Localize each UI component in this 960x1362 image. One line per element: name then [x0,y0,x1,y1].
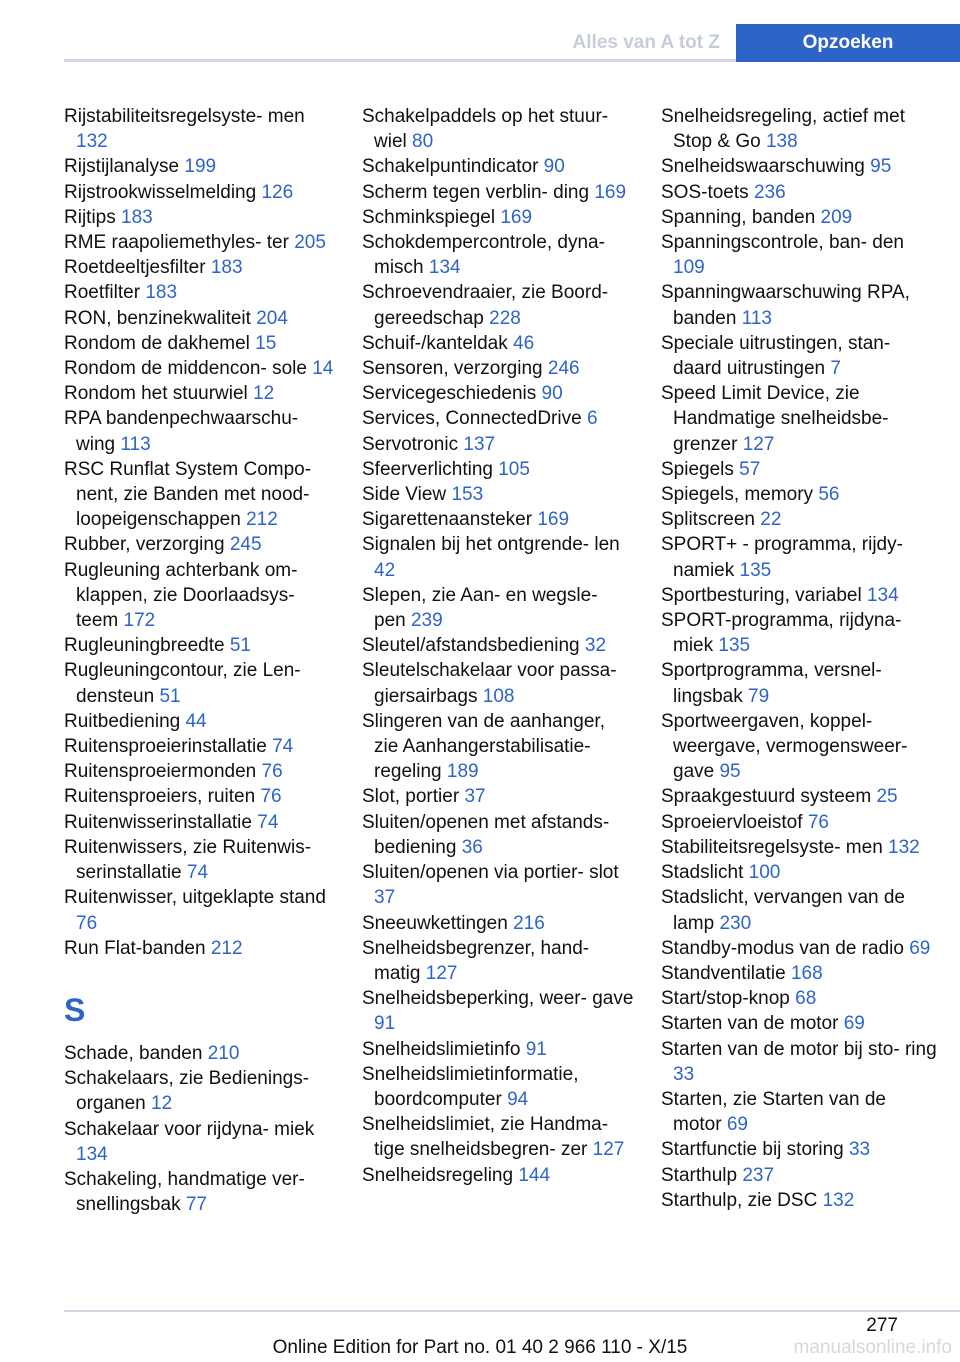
page-link[interactable]: 77 [185,1194,207,1216]
page-link[interactable]: 33 [673,1063,695,1085]
section-link[interactable]: Alles van A tot Z [572,32,720,53]
index-entry [661,331,937,381]
page-link[interactable]: 42 [374,559,396,581]
entry-term: RON, benzinekwaliteit [64,307,251,329]
page-link[interactable]: 135 [739,559,772,581]
entry-term: Sportbesturing, variabel [661,584,862,606]
page-link[interactable]: 80 [412,131,434,153]
index-entry [362,583,634,633]
index-entry [362,1112,634,1162]
entry-term: Sluiten/openen via portier‐ slot [362,862,619,884]
entry-term: SPORT-programma, rijdyna‐ miek [661,610,902,657]
page-link[interactable]: 74 [272,736,294,758]
page-link[interactable]: 25 [876,786,898,808]
watermark: manualsonline.info [793,1337,952,1358]
entry-term: SOS-toets [661,181,749,203]
page-link[interactable]: 12 [151,1093,173,1115]
index-entry [661,1011,937,1036]
page-link[interactable]: 76 [76,912,98,934]
entry-term: Stadslicht [661,862,744,884]
index-entry [661,457,937,482]
page-link[interactable]: 245 [229,534,262,556]
index-entry [362,457,634,482]
index-entry [64,154,336,179]
entry-term: Standby-modus van de radio [661,937,904,959]
edition-note: Online Edition for Part no. 01 40 2 966 110 - X/15 [272,1337,688,1358]
index-entry [661,860,937,885]
entry-term: Snelheidswaarschuwing [661,156,865,178]
index-entry [362,936,634,986]
page-link[interactable]: 90 [541,383,563,405]
page-link[interactable]: 236 [753,181,786,203]
index-entry [362,1037,634,1062]
entry-term: Servotronic [362,433,459,455]
entry-term: Roetdeeltjesfilter [64,257,206,279]
page-link[interactable]: 76 [807,811,829,833]
index-entry [64,835,336,885]
entry-term: Spiegels [661,458,734,480]
entry-term: Rijstabiliteitsregelsyste‐ men [64,106,305,127]
index-entry [64,532,336,557]
entry-term: Starten van de motor [661,1013,839,1035]
index-entry [362,633,634,658]
index-entry [661,1037,937,1087]
entry-term: Slepen, zie Aan- en wegsle‐ pen [362,584,598,632]
entry-term: Spanning, banden [661,206,816,228]
index-entry [661,784,937,809]
page-link[interactable]: 127 [425,962,458,984]
entry-term: Rondom de dakhemel [64,332,250,354]
index-column-3 [661,104,937,1213]
index-entry [362,507,634,532]
index-entry [64,255,336,280]
index-entry [64,709,336,734]
page-link[interactable]: 169 [537,509,570,531]
index-entry [362,911,634,936]
entry-term: Rugleuning achterbank om‐ klappen, zie Doorlaadsys‐ teem [64,559,298,632]
index-entry [64,406,336,456]
page-link[interactable]: 153 [451,484,484,506]
entry-term: Sfeerverlichting [362,458,493,480]
page-link[interactable]: 132 [76,131,108,153]
index-entry [362,709,634,785]
entry-term: Slot, portier [362,786,460,808]
page-link[interactable]: 90 [543,156,565,178]
index-entry [661,885,937,935]
page-link[interactable]: 216 [513,912,545,934]
entry-term: Rijstrookwisselmelding [64,181,257,203]
index-entry [64,230,336,255]
page-link[interactable]: 76 [261,761,283,783]
letter-heading: S [64,991,86,1028]
page-link[interactable]: 51 [159,685,181,707]
entry-term: Servicegeschiedenis [362,383,537,405]
entry-term: Rugleuningbreedte [64,635,225,657]
index-entry [64,810,336,835]
entry-list [362,104,634,1188]
index-entry [362,432,634,457]
index-entry [362,381,634,406]
entry-term: Speed Limit Device, zie Handmatige snelheidsbe‐ grenzer [661,383,889,455]
index-entry [661,1087,937,1137]
index-entry [661,532,937,582]
page-link[interactable]: 135 [718,635,751,657]
index-entry [64,734,336,759]
page-link[interactable]: 95 [719,761,741,783]
page-link[interactable]: 132 [822,1189,855,1211]
entry-term: Schuif-/kanteldak [362,332,508,354]
entry-term: Stabiliteitsregelsyste‐ men [661,836,883,858]
index-entry [64,759,336,784]
index-entry [362,104,634,154]
page-link[interactable]: 237 [742,1164,775,1186]
entry-term: Side View [362,484,447,506]
section-tab[interactable]: Opzoeken [736,24,960,62]
page-link[interactable]: 68 [795,988,817,1010]
entry-term: Spanningwaarschuwing RPA, banden [661,282,910,329]
page-link[interactable]: 183 [210,257,243,279]
page-link[interactable]: 32 [584,635,607,657]
entry-term: Starthulp, zie DSC [661,1189,818,1211]
index-entry [661,1163,937,1188]
index-entry [661,986,937,1011]
entry-term: Snelheidsregeling, actief met Stop & Go [661,106,905,153]
index-entry [661,608,937,658]
entry-term: Schokdempercontrole, dyna‐ misch [362,232,605,279]
index-entry [362,658,634,708]
index-entry [64,1041,336,1066]
index-column-1 [64,104,336,1217]
page-link[interactable]: 33 [848,1139,871,1161]
index-entry [661,381,937,457]
index-entry [64,885,336,935]
index-entry [362,860,634,910]
entry-term: Scherm tegen verblin‐ ding [362,181,590,203]
index-entry [661,180,937,205]
entry-term: Roetfilter [64,282,141,304]
entry-term: Services, ConnectedDrive [362,408,582,430]
page-link[interactable]: 132 [888,836,920,858]
index-entry [362,784,634,809]
entry-term: Schakelaar voor rijdyna‐ miek [64,1118,315,1140]
index-entry [362,154,634,179]
entry-term: Rijtips [64,206,116,228]
entry-term: Starten van de motor bij sto‐ ring [661,1038,937,1060]
index-entry [64,331,336,356]
index-entry [362,280,634,330]
index-entry [362,356,634,381]
page-link[interactable]: 169 [500,206,533,228]
page-link[interactable]: 105 [498,458,530,480]
index-entry [661,583,937,608]
entry-term: Sleutelschakelaar voor passa‐ giersairbags [362,660,617,707]
page-link[interactable]: 46 [513,332,535,354]
page-link[interactable]: 246 [547,358,580,380]
entry-term: Snelheidslimietinfo [362,1038,521,1060]
entry-term: Spanningscontrole, ban‐ den [661,232,904,254]
entry-term: Ruitensproeiermonden [64,761,257,783]
page-link[interactable]: 37 [374,887,396,909]
entry-term: RME raapoliemethyles‐ ter [64,232,289,254]
entry-term: Slingeren van de aanhanger, zie Aanhangerstabilisatie‐ regeling [362,710,605,783]
index-entry [661,1137,937,1162]
entry-term: Rondom de middencon‐ sole [64,358,307,380]
index-entry [362,230,634,280]
entry-term: Sluiten/openen met afstands‐ bediening [362,811,610,858]
index-entry [64,381,336,406]
page-link[interactable]: 109 [673,257,705,279]
index-entry [661,507,937,532]
page-link[interactable]: 108 [482,685,515,707]
page-link[interactable]: 113 [741,307,772,329]
entry-term: Ruitbediening [64,710,181,732]
entry-term: Sleutel/afstandsbediening [362,635,580,657]
index-entry [64,784,336,809]
page-link[interactable]: 199 [184,156,217,178]
entry-term: Run Flat-banden [64,937,206,959]
page-link[interactable]: 15 [255,332,277,354]
page-link[interactable]: 91 [374,1013,396,1035]
index-entry [64,180,336,205]
entry-term: Snelheidslimietinformatie, boordcomputer [362,1063,579,1110]
page-link[interactable]: 209 [820,206,853,228]
page-link[interactable]: 74 [186,862,209,884]
entry-term: RSC Runflat System Compo‐ nent, zie Banden met nood‐ loopeigenschappen [64,458,312,531]
page-link[interactable]: 69 [843,1013,865,1035]
page-link[interactable]: 183 [121,206,153,228]
footer-rule [64,1310,960,1312]
page-link[interactable]: 230 [719,912,752,934]
index-entry [362,482,634,507]
entry-term: Rijstijlanalyse [64,156,180,178]
entry-term: Rondom het stuurwiel [64,383,248,405]
page-link[interactable]: 69 [909,937,931,959]
entry-term: Rubber, verzorging [64,534,225,556]
page-link[interactable]: 51 [229,635,251,657]
index-entry [64,1167,336,1217]
entry-term: Start/stop-knop [661,988,790,1010]
page-link[interactable]: 57 [739,458,761,480]
entry-term: Sensoren, verzorging [362,358,543,380]
page-link[interactable]: 94 [507,1088,529,1110]
page-link[interactable]: 204 [256,307,288,329]
entry-term: RPA bandenpechwaarschu‐ wing [64,408,299,455]
entry-term: Ruitenwissers, zie Ruitenwis‐ serinstallatie [64,836,312,884]
page-link[interactable]: 212 [210,937,243,959]
index-entry [661,810,937,835]
entry-list [661,104,937,1213]
page-link[interactable]: 138 [765,131,798,153]
page-link[interactable]: 205 [294,232,326,254]
index-entry [362,205,634,230]
entry-term: Ruitensproeierinstallatie [64,736,267,758]
page-link[interactable]: 126 [261,181,294,203]
index-entry [362,331,634,356]
entry-term: Snelheidsbegrenzer, hand‐ matig [362,937,590,984]
entry-term: Schakelpaddels op het stuur‐ wiel [362,106,609,153]
page-link[interactable]: 134 [866,584,899,606]
index-entry [661,961,937,986]
page-link[interactable]: 37 [464,786,486,808]
page-link[interactable]: 56 [818,484,840,506]
entry-term: Sportprogramma, versnel‐ lingsbak [661,660,882,707]
index-entry [64,633,336,658]
entry-term: Ruitenwisser, uitgeklapte stand [64,887,326,909]
entry-term: Sigarettenaansteker [362,509,533,531]
page-link[interactable]: 22 [760,509,782,531]
page-link[interactable]: 7 [830,358,841,380]
index-entry [661,709,937,785]
entry-list [64,104,336,961]
page-link[interactable]: 189 [446,761,479,783]
entry-term: Snelheidslimiet, zie Handma‐ tige snelheidsbegren‐ zer [362,1114,609,1161]
entry-term: Snelheidsregeling [362,1164,514,1186]
index-entry [64,558,336,634]
entry-term: SPORT+ - programma, rijdy‐ namiek [661,534,903,581]
index-entry [661,936,937,961]
index-entry [362,1163,634,1188]
entry-term: Schakeling, handmatige ver‐ snellingsbak [64,1168,305,1216]
page-link[interactable]: 100 [748,862,781,884]
index-entry [362,986,634,1036]
entry-term: Ruitenwisserinstallatie [64,811,252,833]
page-link[interactable]: 137 [463,433,496,455]
page-link[interactable]: 44 [185,710,207,732]
entry-term: Rugleuningcontour, zie Len‐ densteun [64,660,301,707]
index-entry [362,406,634,431]
page-link[interactable]: 14 [312,358,334,380]
entry-term: Spiegels, memory [661,484,814,506]
entry-term: Ruitensproeiers, ruiten [64,786,256,808]
page-link[interactable]: 239 [410,610,443,632]
page-link[interactable]: 168 [790,962,823,984]
page-header [0,0,960,62]
page-number: 277 [866,1315,898,1336]
index-entry [661,230,937,280]
index-entry [661,205,937,230]
entry-term: Starthulp [661,1164,738,1186]
page-link[interactable]: 69 [726,1114,748,1136]
index-entry [64,658,336,708]
index-entry [64,280,336,305]
index-entry [64,457,336,533]
page-link[interactable]: 134 [428,257,461,279]
entry-term: Sneeuwkettingen [362,912,508,934]
entry-term: Schroevendraaier, zie Boord‐ gereedschap [362,282,609,329]
page-link[interactable]: 127 [592,1139,625,1161]
entry-list [64,1041,336,1217]
index-entry [64,306,336,331]
entry-term: Schminkspiegel [362,206,496,228]
index-entry [362,180,634,205]
index-entry [661,104,937,154]
page-link[interactable]: 6 [586,408,598,430]
entry-term: Schade, banden [64,1042,203,1064]
index-entry [64,1117,336,1167]
page-link[interactable]: 95 [870,156,892,178]
index-entry [661,482,937,507]
entry-term: Splitscreen [661,509,755,531]
index-column-2 [362,104,634,1188]
page-link[interactable]: 36 [461,836,483,858]
index-entry [64,1066,336,1116]
page-link[interactable]: 79 [748,685,770,707]
entry-term: Speciale uitrustingen, stan‐ daard uitrustingen [661,332,891,380]
entry-term: Starten, zie Starten van de motor [661,1088,886,1136]
page-link[interactable]: 169 [594,181,627,203]
entry-term: Startfunctie bij storing [661,1139,844,1161]
page-link[interactable]: 91 [525,1038,547,1060]
page-link[interactable]: 74 [257,811,279,833]
entry-term: Standventilatie [661,962,786,984]
index-entry [64,104,336,154]
page-link[interactable]: 113 [120,433,151,455]
page-link[interactable]: 12 [253,383,275,405]
index-entry [362,532,634,582]
entry-term: Snelheidsbeperking, weer‐ gave [362,988,634,1010]
page-link[interactable]: 172 [123,610,156,632]
index-entry [64,205,336,230]
index-entry [661,658,937,708]
index-entry [661,280,937,330]
entry-term: Stadslicht, vervangen van de lamp [661,887,905,934]
entry-term: Schakelpuntindicator [362,156,539,178]
page-link[interactable]: 134 [76,1143,108,1165]
index-entry [362,1062,634,1112]
page-link[interactable]: 212 [246,509,278,531]
page-link[interactable]: 76 [260,786,282,808]
page-link[interactable]: 210 [207,1042,240,1064]
entry-term: Signalen bij het ontgrende‐ len [362,534,620,556]
entry-term: Schakelaars, zie Bedienings‐ organen [64,1068,310,1115]
index-entry [661,835,937,860]
index-entry [661,154,937,179]
entry-term: Sproeiervloeistof [661,811,803,833]
entry-term: Sportweergaven, koppel‐ weergave, vermogensweer‐ gave [661,710,908,783]
page-link[interactable]: 183 [145,282,178,304]
page-link[interactable]: 127 [742,433,775,455]
index-entry [362,810,634,860]
index-entry [64,356,336,381]
page-link[interactable]: 144 [518,1164,551,1186]
entry-term: Spraakgestuurd systeem [661,786,872,808]
index-entry [64,936,336,961]
index-entry [661,1188,937,1213]
page-link[interactable]: 228 [489,307,521,329]
